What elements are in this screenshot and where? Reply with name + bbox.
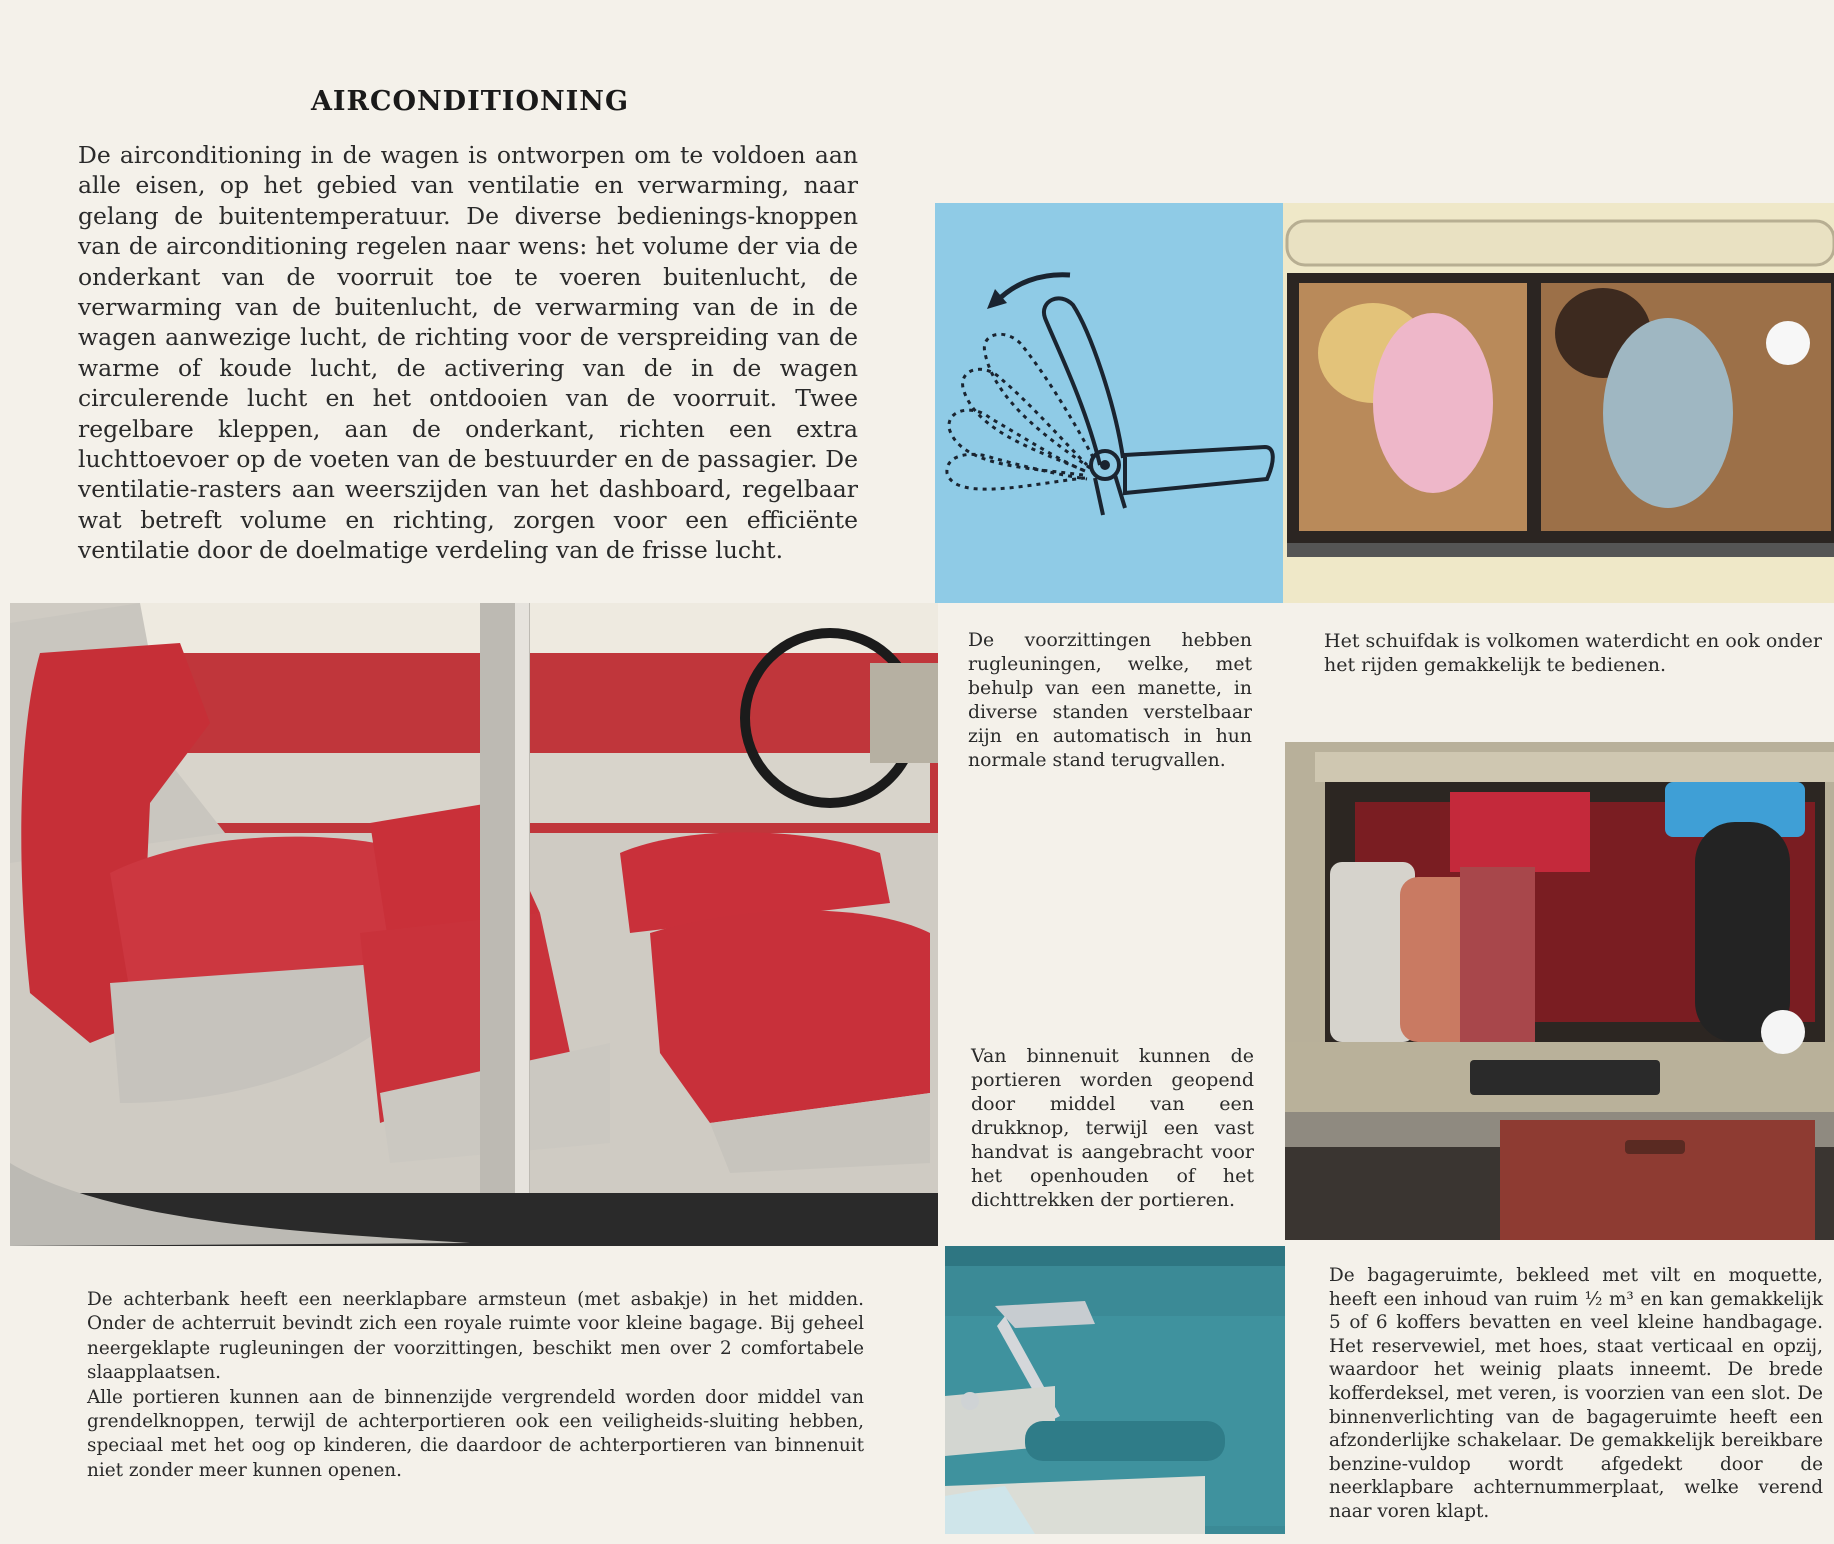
- luggage-compartment-photo: [1285, 742, 1834, 1240]
- caption-doors: Van binnenuit kunnen de portieren worden geopend door middel van een drukknop, terwijl een vast handvat is aangebracht voor het openhouden of het dichttrekken der portieren.: [971, 1045, 1254, 1211]
- caption-front-seats: De voorzittingen hebben rugleuningen, welke, met behulp van een manette, in diverse standen verstelbaar zijn en automatisch in hun normale stand terugvallen.: [968, 630, 1252, 771]
- interior-seats-photo: [10, 603, 938, 1246]
- caption-rear-bench-part1: De achterbank heeft een neerklapbare armsteun (met asbakje) in het midden. Onder de achterruit bevindt zich een royale ruimte voor kleine bagage. Bij geheel neergeklapte rugleuningen der voorzittingen, beschikt men over 2 comfortabele slaapplaatsen.: [87, 1289, 864, 1384]
- caption-sunroof: Het schuifdak is volkomen waterdicht en ook onder het rijden gemakkelijk te bedienen.: [1324, 630, 1822, 676]
- caption-rear-bench-part2: Alle portieren kunnen aan de binnenzijde vergrendeld worden door middel van grendelknoppen, terwijl de achterportieren ook een veiligheids-sluiting hebben, speciaal met het oog op kinderen, die daardoor de achterportieren van binnenuit niet zonder meer kunnen openen.: [87, 1386, 864, 1481]
- caption-luggage: De bagageruimte, bekleed met vilt en moquette, heeft een inhoud van ruim ½ m³ en kan gemakkelijk 5 of 6 koffers bevatten en veel kleine handbagage. Het reservewiel, met hoes, staat verticaal en opzij, waardoor het weinig plaats inneemt. De brede kofferdeksel, met veren, is voorzien van een slot. De binnenverlichting van de bagageruimte heeft een afzonderlijke schakelaar. De gemakkelijk bereikbare benzine-vuldop wordt afgedekt door de neerklapbare achternummerplaat, welke verend naar voren klapt.: [1329, 1265, 1823, 1522]
- caption-rear-bench: [87, 1288, 864, 1483]
- sunroof-photo: [1283, 203, 1834, 603]
- seat-recline-diagram: [935, 203, 1283, 603]
- door-panel-photo: [945, 1246, 1285, 1534]
- intro-paragraph: De airconditioning in de wagen is ontworpen om te voldoen aan alle eisen, op het gebied van ventilatie en verwarming, naar gelang de buitentemperatuur. De diverse bedienings-knoppen van de airconditioning regelen naar wens: het volume der via de onderkant van de voorruit toe te voeren buitenlucht, de verwarming van de buitenlucht, de verwarming van de in de wagen aanwezige lucht, de richting voor de verspreiding van de warme of koude lucht, de activering van de in de wagen circulerende lucht en het ontdooien van de voorruit. Twee regelbare kleppen, aan de onderkant, richten een extra luchttoevoer op de voeten van de bestuurder en de passagier. De ventilatie-rasters aan weerszijden van het dashboard, regelbaar wat betreft volume en richting, zorgen voor een efficiënte ventilatie door de doelmatige verdeling van de frisse lucht.: [78, 141, 858, 565]
- page-title: AIRCONDITIONING: [310, 86, 630, 117]
